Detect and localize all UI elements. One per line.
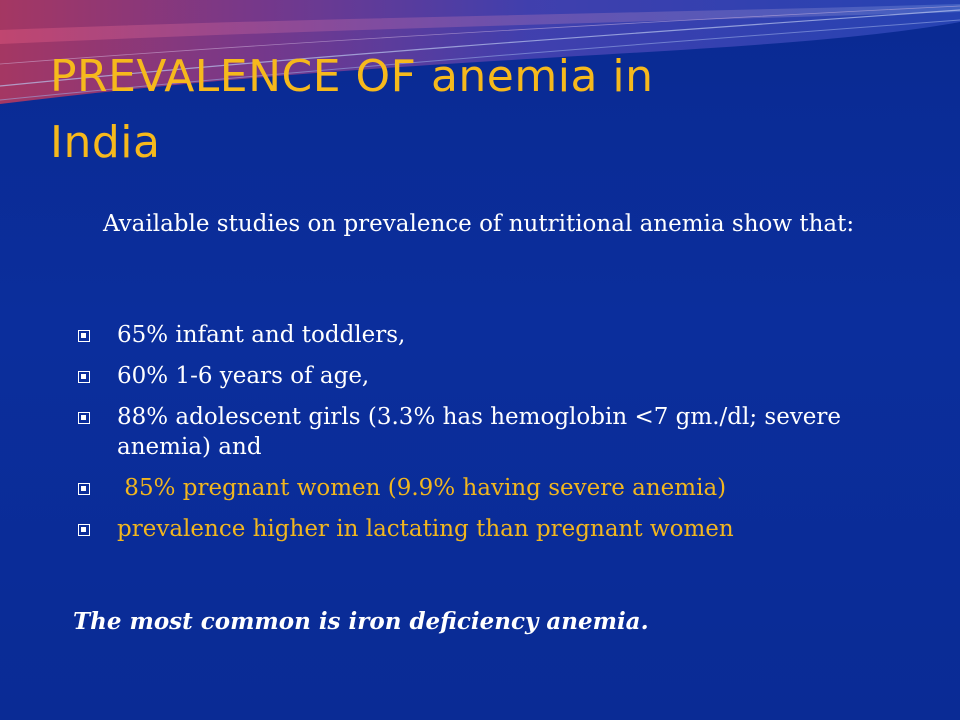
bullet-text: prevalence higher in lactating than pregnant women <box>117 516 734 542</box>
bullet-list <box>72 320 902 555</box>
square-bullet-icon <box>78 412 90 424</box>
intro-paragraph: Available studies on prevalence of nutritional anemia show that: <box>103 211 855 237</box>
bullet-item <box>72 473 902 503</box>
square-bullet-icon <box>78 330 90 342</box>
slide-title-line-2: India <box>50 117 161 168</box>
slide-title <box>50 44 910 176</box>
square-bullet-icon <box>78 371 90 383</box>
bullet-text: 88% adolescent girls (3.3% has hemoglobin <7 gm./dl; severe anemia) and <box>117 404 842 460</box>
square-bullet-icon <box>78 483 90 495</box>
bullet-item <box>72 514 902 544</box>
bullet-item <box>72 361 902 391</box>
bullet-text: 60% 1-6 years of age, <box>117 363 370 389</box>
bullet-item <box>72 402 902 462</box>
square-bullet-icon <box>78 524 90 536</box>
bullet-text: 65% infant and toddlers, <box>117 322 406 348</box>
bullet-item <box>72 320 902 350</box>
conclusion-statement: The most common is iron deficiency anemia. <box>73 608 649 635</box>
slide-title-line-1: PREVALENCE OF anemia in <box>50 51 654 102</box>
bullet-text: 85% pregnant women (9.9% having severe anemia) <box>117 475 727 501</box>
